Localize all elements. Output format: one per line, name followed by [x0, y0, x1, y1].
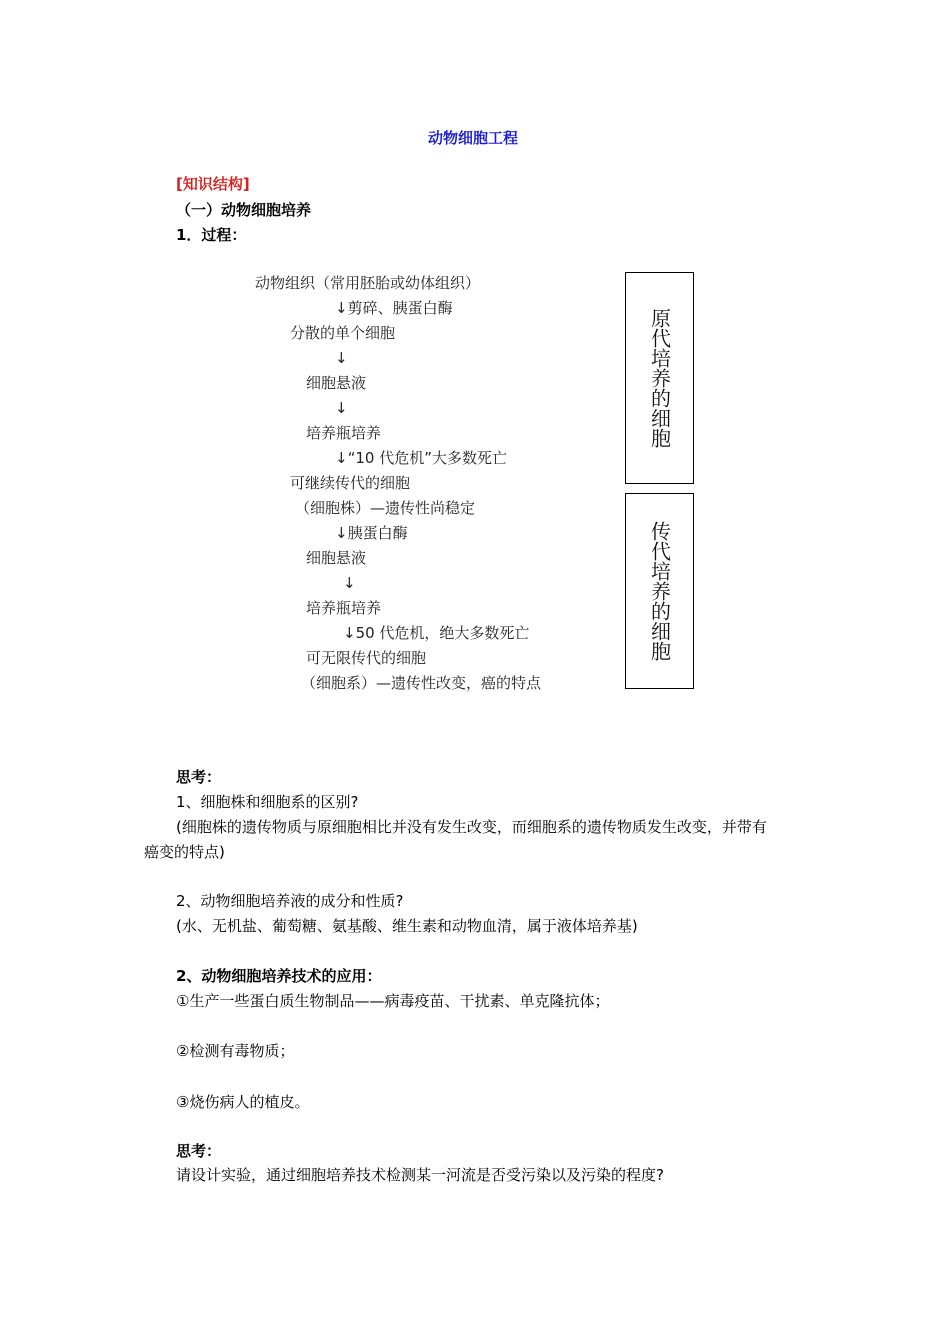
flow-step-unlimited-cells: 可无限传代的细胞: [306, 649, 427, 667]
primary-culture-box: [625, 272, 694, 484]
flow-arrow: ↓: [343, 574, 356, 592]
flow-arrow-mince: ↓剪碎、胰蛋白酶: [335, 299, 453, 317]
flow-arrow: ↓: [335, 349, 348, 367]
item-1-heading: 1．过程：: [176, 226, 247, 244]
subculture-label: 传代培养的细胞: [647, 521, 672, 661]
flow-step-single-cells: 分散的单个细胞: [290, 324, 396, 342]
application-item: ③烧伤病人的植皮。: [176, 1093, 310, 1111]
think-label-2: 思考：: [176, 1142, 222, 1160]
flow-arrow-crisis-50: ↓50 代危机，绝大多数死亡: [343, 624, 530, 642]
item-2-heading: 2、动物细胞培养技术的应用：: [176, 967, 382, 985]
question-2: 2、动物细胞培养液的成分和性质?: [176, 892, 404, 910]
flow-step-passable-cells: 可继续传代的细胞: [290, 474, 411, 492]
flow-arrow: ↓: [335, 399, 348, 417]
flow-step-suspension-2: 细胞悬液: [306, 549, 367, 567]
flow-step-flask-culture: 培养瓶培养: [306, 424, 382, 442]
flow-step-flask-culture-2: 培养瓶培养: [306, 599, 382, 617]
flow-step-cell-line: （细胞系）—遗传性改变，癌的特点: [301, 674, 542, 692]
question-1: 1、细胞株和细胞系的区别?: [176, 793, 359, 811]
page-title: 动物细胞工程: [428, 129, 519, 147]
section-heading: [知识结构]: [176, 175, 250, 193]
think-label: 思考：: [176, 768, 222, 786]
answer-2: (水、无机盐、葡萄糖、氨基酸、维生素和动物血清，属于液体培养基): [176, 917, 638, 935]
flow-arrow-trypsin: ↓胰蛋白酶: [335, 524, 408, 542]
primary-culture-label: 原代培养的细胞: [647, 308, 672, 448]
application-item: ②检测有毒物质；: [176, 1042, 295, 1060]
answer-1-line-1: (细胞株的遗传物质与原细胞相比并没有发生改变，而细胞系的遗传物质发生改变，并带有: [176, 818, 767, 836]
think-question: 请设计实验，通过细胞培养技术检测某一河流是否受污染以及污染的程度?: [176, 1166, 664, 1184]
application-item: ①生产一些蛋白质生物制品——病毒疫苗、干扰素、单克隆抗体；: [176, 992, 610, 1010]
subsection-heading: （一）动物细胞培养: [176, 201, 312, 219]
flow-step-tissue: 动物组织（常用胚胎或幼体组织）: [255, 274, 481, 292]
flow-step-cell-strain: （细胞株）—遗传性尚稳定: [295, 499, 476, 517]
flow-step-suspension: 细胞悬液: [306, 374, 367, 392]
subculture-box: [625, 493, 694, 689]
answer-1-line-2: 癌变的特点): [144, 843, 225, 861]
flow-arrow-crisis-10: ↓“10 代危机”大多数死亡: [335, 449, 507, 467]
